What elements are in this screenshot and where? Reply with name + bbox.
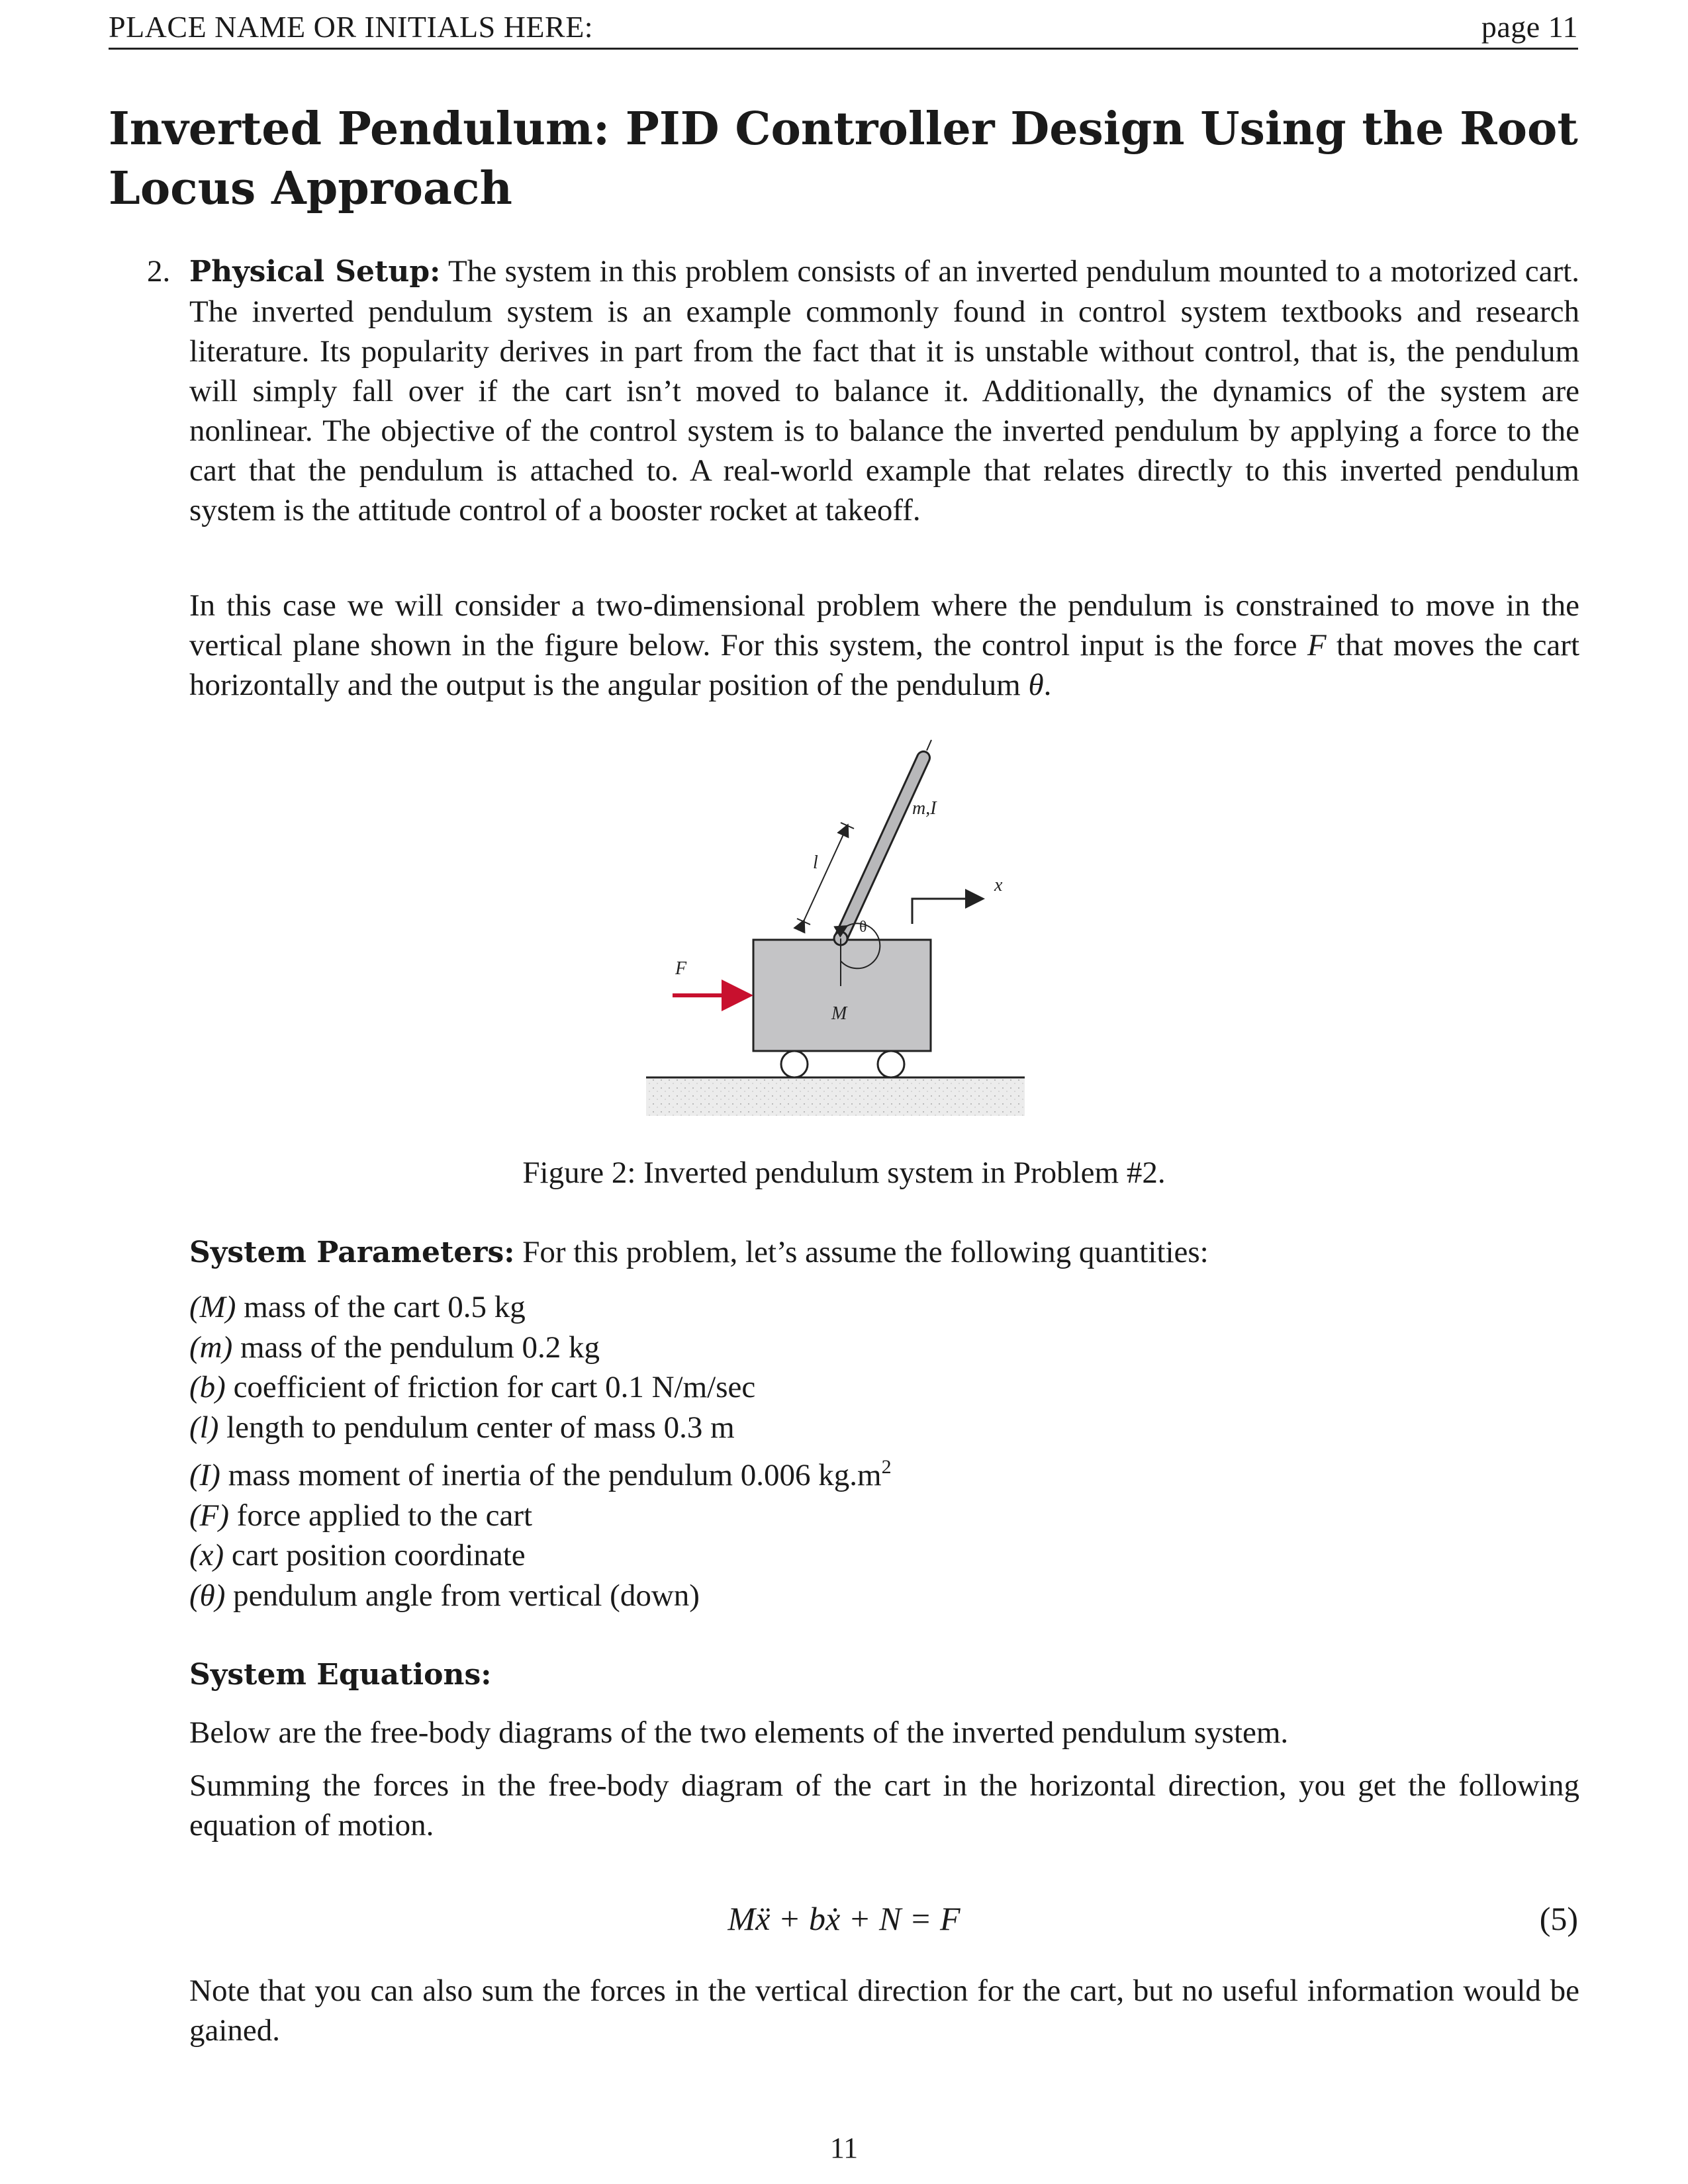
parameter-item [189,1576,892,1616]
page-title: Inverted Pendulum: PID Controller Design Using the Root Locus Approach [109,103,1578,215]
parameter-item [189,1328,892,1368]
equations-paragraph-1: Below are the free-body diagrams of the two elements of the inverted pendulum system. [189,1715,1289,1750]
para2-part-b: that moves the cart horizontally and the output is the angular position of the pendulum [189,628,1580,702]
label-cart-mass: M [831,1003,847,1024]
label-x: x [994,875,1003,895]
parameter-item [189,1496,892,1536]
parameter-symbol: (F) [189,1498,230,1533]
parameter-text: mass of the cart 0.5 kg [244,1290,526,1324]
equation-of-motion: Mẍ + bẋ + N = F [727,1900,961,1937]
parameter-symbol: (I) [189,1458,220,1492]
header-rule [109,48,1578,50]
physical-setup-text: The system in this problem consists of an inverted pendulum mounted to a motorized cart. The inverted pendulum system is an example commonly found in control system textbooks and research literature. Its popularity derives in part from the fact that it is unstable without control, that is, the pendulum will simply fall over if the cart isn’t moved to balance it. Additionally, the dynamics of the system are nonlinear. The objective of the control system is to balance the inverted pendulum by applying a force to the cart that the pendulum is attached to. A real-world example that relates directly to this inverted pendulum system is the attitude control of a booster rocket at takeoff. [189,254,1579,527]
cart-wheel-right [878,1051,904,1077]
cart-wheel-left [781,1051,808,1077]
physical-setup-heading: Physical Setup: [189,255,441,289]
parameter-item [189,1447,892,1496]
parameter-item [189,1367,892,1408]
label-pendulum-mass-inertia: m,I [912,798,937,819]
header-page-label: page 11 [1481,10,1578,44]
parameter-item [189,1535,892,1576]
length-tick-top [841,823,854,829]
parameter-text: mass of the pendulum 0.2 kg [240,1330,600,1365]
parameters-intro-text: For this problem, let’s assume the following quantities: [522,1235,1209,1269]
parameter-text: length to pendulum center of mass 0.3 m [226,1410,735,1445]
pendulum-axis-line [927,740,931,751]
para2-force-symbol: F [1307,628,1327,662]
header-left: PLACE NAME OR INITIALS HERE: [109,10,594,44]
ground-surface [646,1077,1025,1116]
parameter-item [189,1287,892,1328]
parameter-text: cart position coordinate [231,1538,526,1572]
para2-period: . [1043,668,1052,702]
parameter-text: force applied to the cart [236,1498,533,1533]
parameters-intro [189,1232,1579,1273]
parameter-symbol: (b) [189,1370,226,1404]
para2-theta-symbol: θ [1028,668,1044,702]
parameter-text: mass moment of inertia of the pendulum 0.006 kg.m [228,1458,882,1492]
parameter-symbol: (θ) [189,1578,226,1613]
parameter-item [189,1408,892,1448]
parameter-symbol: (l) [189,1410,219,1445]
equations-heading: System Equations: [189,1658,492,1692]
physical-setup-paragraph [189,251,1579,530]
footer-page-number: 11 [829,2132,859,2164]
parameter-symbol: (x) [189,1538,224,1572]
pendulum-rod [834,758,923,945]
para2-part-a: In this case we will consider a two-dimensional problem where the pendulum is constrained to move in the vertical plane shown in the figure below. For this system, the control input is the force [189,588,1579,662]
label-length: l [813,852,818,873]
label-theta: θ [859,919,867,936]
parameter-list [189,1287,892,1615]
parameter-text: pendulum angle from vertical (down) [233,1578,700,1613]
equations-paragraph-3: Note that you can also sum the forces in the vertical direction for the cart, but no useful information would be gained. [189,1974,1579,2048]
inverted-pendulum-figure [635,728,1059,1125]
equations-heading-block [189,1655,1579,1695]
problem-paragraph-2 [189,586,1579,705]
figure-caption: Figure 2: Inverted pendulum system in Problem #2. [522,1156,1166,1190]
x-direction-arrow [912,899,981,924]
parameters-heading: System Parameters: [189,1236,515,1269]
equations-paragraph-2: Summing the forces in the free-body diagram of the cart in the horizontal direction, you get the following equation of motion. [189,1768,1579,1843]
parameter-symbol: (M) [189,1290,236,1324]
parameter-symbol: (m) [189,1330,233,1365]
equation-number: (5) [1539,1900,1578,1937]
cart-body [753,940,931,1051]
parameter-text: coefficient of friction for cart 0.1 N/m/sec [233,1370,756,1404]
length-tick-bottom [797,919,810,925]
length-dimension [804,826,847,921]
problem-number: 2. [147,254,171,289]
label-force: F [675,958,687,979]
parameter-superscript: 2 [881,1456,892,1478]
